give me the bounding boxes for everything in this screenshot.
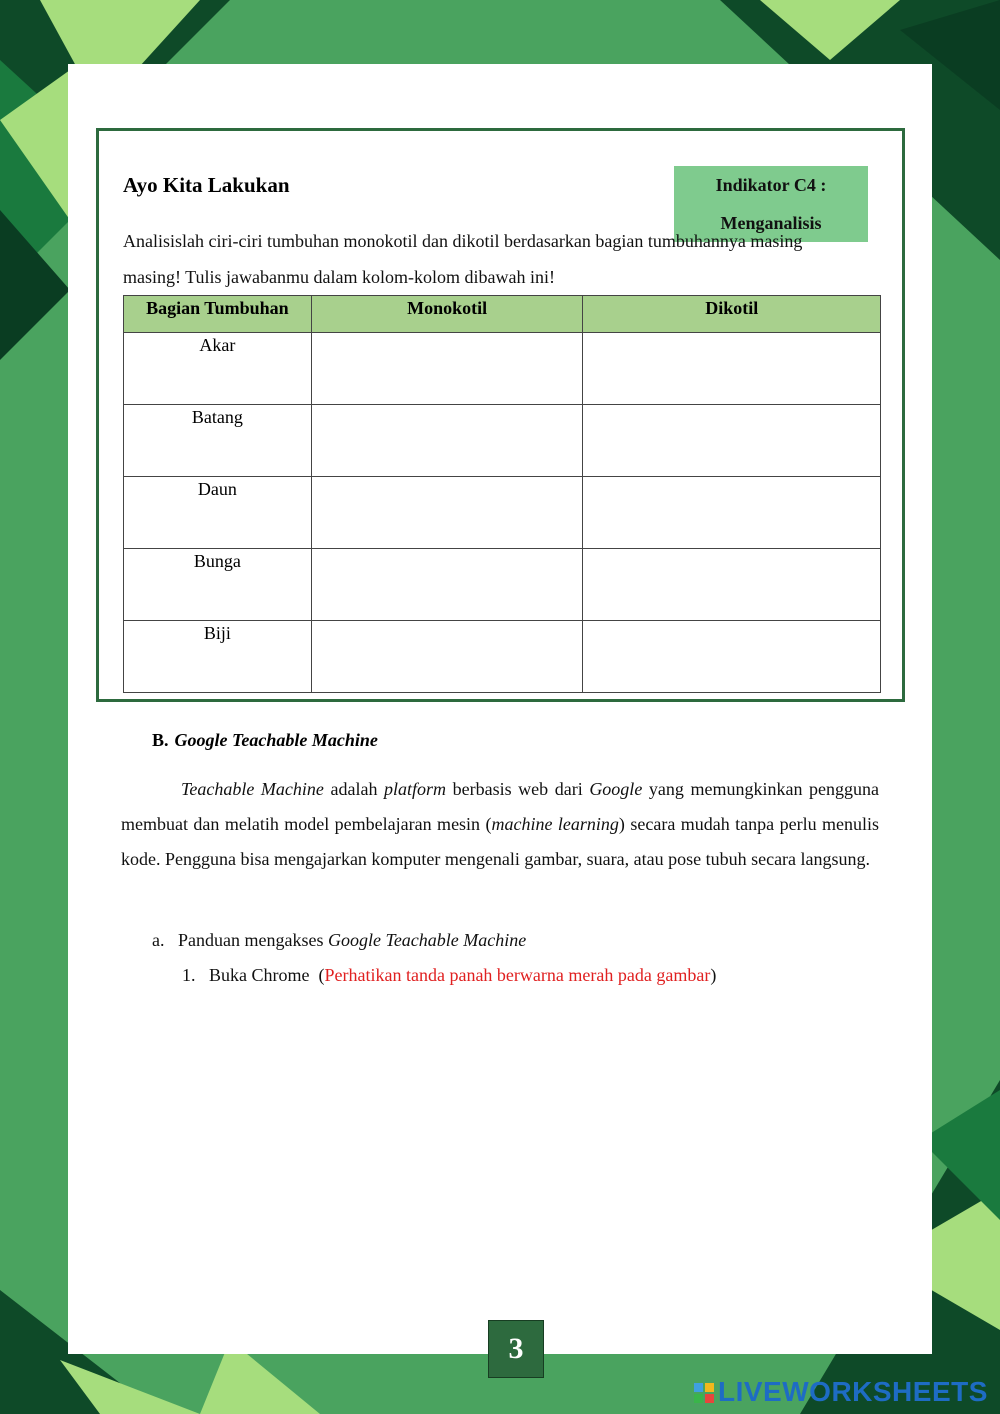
answer-cell-monokotil[interactable] <box>311 621 583 693</box>
para-text-3: yang memungkinkan pengguna membuat dan melatih model pembelajaran mesin ( <box>121 779 879 834</box>
section-heading <box>152 730 378 751</box>
watermark-text: LIVEWORKSHEETS <box>718 1376 988 1407</box>
indikator-line1: Indikator C4 : <box>715 175 827 195</box>
table-row <box>124 621 881 693</box>
para-italic-2: platform <box>384 779 447 799</box>
answer-cell-dikotil[interactable] <box>583 405 881 477</box>
table-header-row <box>124 296 881 333</box>
page-number: 3 <box>488 1320 544 1378</box>
activity-title: Ayo Kita Lakukan <box>123 173 290 197</box>
step1-note: Perhatikan tanda panah berwarna merah pada gambar <box>324 965 711 985</box>
answer-cell-monokotil[interactable] <box>311 549 583 621</box>
row-label: Daun <box>124 477 312 549</box>
indikator-line2: Menganalisis <box>720 213 822 233</box>
list-a-italic: Google Teachable Machine <box>327 930 527 950</box>
step1-marker: 1. <box>182 965 196 985</box>
table-row <box>124 549 881 621</box>
row-label: Batang <box>124 405 312 477</box>
answer-cell-dikotil[interactable] <box>583 549 881 621</box>
para-text-1: adalah <box>323 779 385 799</box>
liveworksheets-watermark[interactable] <box>694 1376 988 1407</box>
answer-cell-dikotil[interactable] <box>583 477 881 549</box>
list-a-text: Panduan mengakses <box>178 930 328 950</box>
list-a-marker: a. <box>152 930 165 950</box>
table-row <box>124 333 881 405</box>
para-italic-4: machine learning <box>491 814 619 834</box>
para-italic-3: Google <box>589 779 643 799</box>
liveworksheets-logo-icon <box>694 1383 714 1403</box>
table-row <box>124 405 881 477</box>
para-text-2: berbasis web dari <box>446 779 590 799</box>
list-item-a <box>152 930 526 951</box>
header-monokotil: Monokotil <box>311 296 583 333</box>
step1-text: Buka Chrome <box>209 965 310 985</box>
section-letter: B. <box>152 730 169 750</box>
row-label: Bunga <box>124 549 312 621</box>
list-item-step1 <box>182 965 716 986</box>
answer-cell-monokotil[interactable] <box>311 405 583 477</box>
table-row <box>124 477 881 549</box>
step1-close-paren: ) <box>710 965 717 985</box>
answer-cell-dikotil[interactable] <box>583 621 881 693</box>
section-paragraph <box>121 772 879 877</box>
plant-table <box>123 295 881 693</box>
row-label: Biji <box>124 621 312 693</box>
para-italic-1: Teachable Machine <box>181 779 324 799</box>
activity-instruction: Analisislah ciri-ciri tumbuhan monokotil dan dikotil berdasarkan bagian tumbuhannya masing masing! Tulis jawabanmu dalam kolom-kolom dibawah ini! <box>123 231 803 287</box>
step1-open-paren: ( <box>318 965 325 985</box>
para-text-4: ) secara mudah tanpa perlu menulis kode. Pengguna bisa mengajarkan komputer mengenali gambar, suara, atau pose tubuh secara langsung. <box>121 814 879 869</box>
activity-box <box>96 128 905 702</box>
answer-cell-monokotil[interactable] <box>311 333 583 405</box>
row-label: Akar <box>124 333 312 405</box>
answer-cell-dikotil[interactable] <box>583 333 881 405</box>
section-title: Google Teachable Machine <box>174 730 378 750</box>
header-bagian: Bagian Tumbuhan <box>124 296 312 333</box>
answer-cell-monokotil[interactable] <box>311 477 583 549</box>
header-dikotil: Dikotil <box>583 296 881 333</box>
